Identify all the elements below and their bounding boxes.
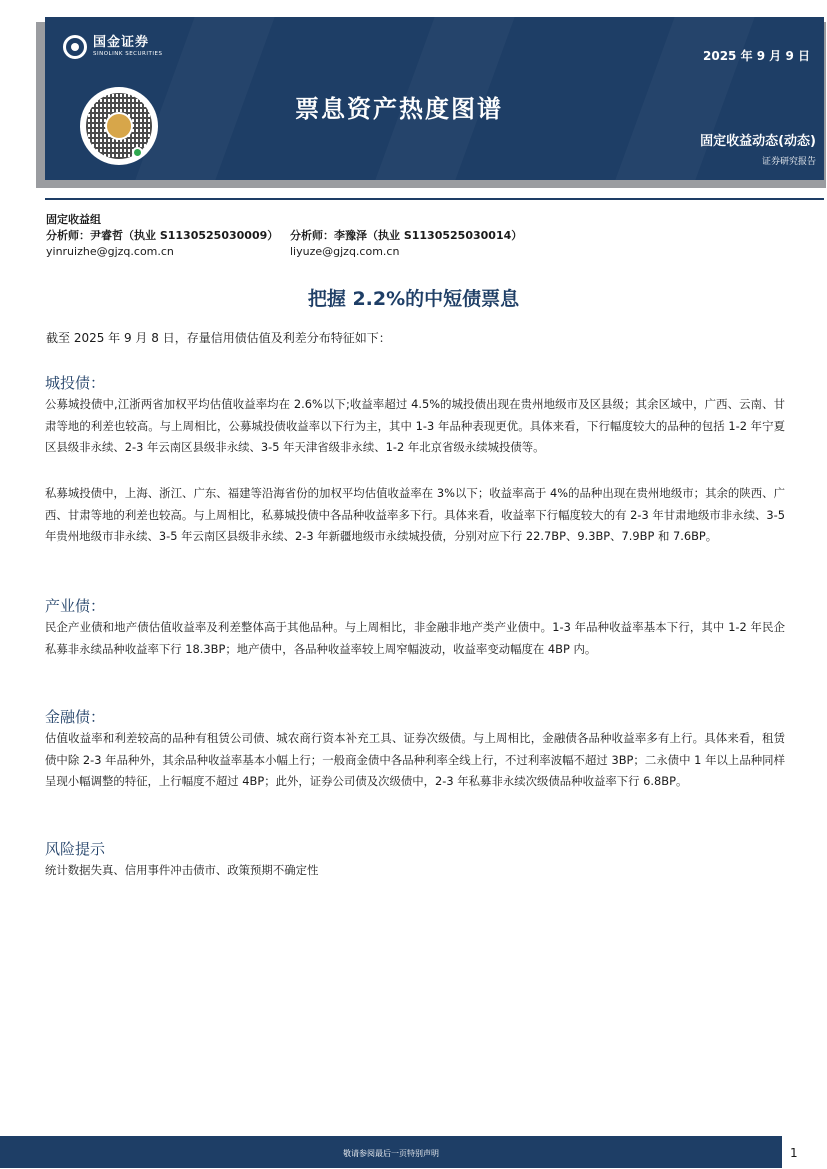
logo-name-cn: 国金证券 <box>93 35 150 50</box>
report-title: 票息资产热度图谱 <box>295 95 503 123</box>
logo-mark-icon <box>63 35 87 59</box>
company-logo <box>63 35 162 59</box>
header-divider <box>45 198 824 200</box>
logo-text <box>93 36 162 58</box>
banner-stripe <box>615 17 754 180</box>
report-subtitle: 证券研究报告 <box>761 157 816 167</box>
section-title-risk: 风险提示 <box>45 840 106 858</box>
section-title-financial-bonds: 金融债： <box>45 708 106 726</box>
section-paragraph: 民企产业债和地产债估值收益率及利差整体高于其他品种。与上周相比，非金融非地产类产业债中。1-3 年品种收益率基本下行，其中 1-2 年民企私募非永续品种收益率下行 18.3BP；地产债中，各品种收益率较上周窄幅波动，收益率变动幅度在 4BP 内。 <box>45 620 785 656</box>
intro-text: 截至 2025 年 9 月 8 日，存量信用债估值及利差分布特征如下： <box>46 331 391 345</box>
report-type: 固定收益动态(动态) <box>700 134 816 149</box>
analyst-2: 分析师：李豫泽（执业 S1130525030014） <box>290 229 523 242</box>
section-paragraph: 估值收益率和利差较高的品种有租赁公司债、城农商行资本补充工具、证券次级债。与上周相比，金融债各品种收益率多有上行。具体来看，租赁债中除 2-3 年品种外，其余品种收益率基本小幅上行；一般商金债中各品种利率全线上行，不过利率波幅不超过 3BP；二永债中 1 年以上品种同样呈现小幅调整的特征，上行幅度不超过 4BP；此外，证券公司债及次级债中，2-3 年私募非永续次级债品种收益率下行 6.8BP。 <box>45 731 785 788</box>
analyst-1-email-link[interactable]: yinruizhe@gjzq.com.cn <box>46 245 174 258</box>
footer-notice: 敬请参阅最后一页特别声明 <box>343 1149 439 1158</box>
section-title-industrial-bonds: 产业债： <box>45 597 106 615</box>
logo-name-en: SINOLINK SECURITIES <box>93 51 163 57</box>
article-headline: 把握 2.2%的中短债票息 <box>307 288 520 310</box>
header-banner <box>45 17 824 180</box>
section-paragraph: 私募城投债中，上海、浙江、广东、福建等沿海省份的加权平均估值收益率在 3%以下；收益率高于 4%的品种出现在贵州地级市；其余的陕西、广西、甘肃等地的利差也较高。与上周相比，私募城投债中各品种收益率多下行。具体来看，收益率下行幅度较大的有 2-3 年甘肃地级市非永续、3-5 年贵州地级市非永续、3-5 年云南区县级非永续、2-3 年新疆地级市永续城投债，分别对应下行 22.7BP、9.3BP、7.9BP 和 7.6BP。 <box>45 486 785 543</box>
research-group: 固定收益组 <box>46 213 101 226</box>
wechat-badge-icon <box>132 147 143 158</box>
qr-center-logo-icon <box>105 112 133 140</box>
section-paragraph: 公募城投债中,江浙两省加权平均估值收益率均在 2.6%以下;收益率超过 4.5%的城投债出现在贵州地级市及区县级；其余区域中，广西、云南、甘肃等地的利差也较高。与上周相比，公募城投债收益率以下行为主，其中 1-3 年品种表现更优。具体来看，下行幅度较大的品种的包括 1-2 年宁夏区县级非永续、2-3 年云南区县级非永续、3-5 年天津省级非永续、1-2 年北京省级永续城投债等。 <box>45 397 785 454</box>
page-number: 1 <box>790 1146 798 1160</box>
analyst-2-email-link[interactable]: liyuze@gjzq.com.cn <box>290 245 400 258</box>
report-date: 2025 年 9 月 9 日 <box>703 49 810 63</box>
analyst-1: 分析师：尹睿哲（执业 S1130525030009） <box>46 229 279 242</box>
section-title-urban-bonds: 城投债： <box>45 374 106 392</box>
section-paragraph: 统计数据失真、信用事件冲击债市、政策预期不确定性 <box>45 863 319 877</box>
qr-code-icon[interactable] <box>80 87 158 165</box>
